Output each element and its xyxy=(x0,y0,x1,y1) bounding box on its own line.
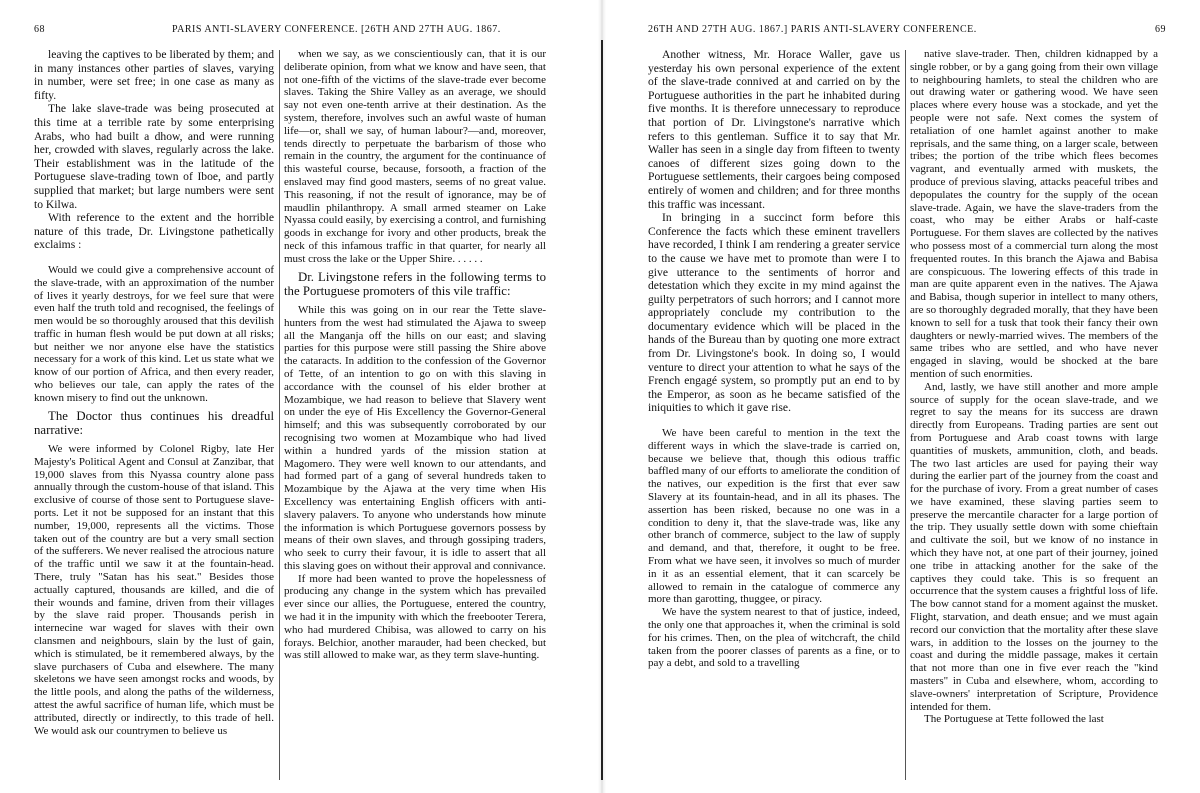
quote-paragraph: Would we could give a comprehensive account of the slave-trade, with an approximation of the number of lives it yearly destroys, for we feel sure that were even half the truth told and recognised, the feelings of men would be so thoroughly aroused that this devilish traffic in human flesh would be put down at all risks; but neither we nor anyone else have the statistics necessary for a work of this kind. Let us state what we know of our portion of Africa, and then every reader, who believes our tale, can apply the rates of the known misery to find out the unknown. xyxy=(34,263,274,404)
left-column-1 xyxy=(34,48,274,737)
paragraph: The lake slave-trade was being prosecuted at this time at a terrible rate by some enterprising Arabs, who had built a dhow, and were running her, crowded with slaves, regularly across the lake. Their establishment was in the latitude of the Portuguese slave-trading town of Iboe, and partly supplied that market; but large numbers were sent to Kilwa. xyxy=(34,102,274,211)
left-column-2 xyxy=(284,48,546,662)
right-column-1 xyxy=(648,48,900,670)
right-column-2 xyxy=(910,48,1158,726)
page-number: 68 xyxy=(34,24,45,35)
quote-paragraph: We have the system nearest to that of justice, indeed, the only one that approaches it, when the criminal is sold for his crimes. Then, on the plea of witchcraft, the child taken from the poorer classes of parents as a fine, or to pay a debt, and sold to a travelling xyxy=(648,606,900,670)
column-divider xyxy=(905,50,906,780)
paragraph: Another witness, Mr. Horace Waller, gave us yesterday his own personal experience of the extent of the slave-trade connived at and carried on by the Portuguese authorities in the part he inhabited during five months. It is therefore unnecessary to reproduce that portion of Dr. Livingstone's narrative which refers to this gentleman. Suffice it to say that Mr. Waller has seen in a single day from fifteen to twenty canoes of different sizes going down to the Portuguese settlements, their cargoes being composed entirely of women and children; and for three months this traffic was incessant. xyxy=(648,48,900,211)
paragraph: The Doctor thus continues his dreadful narrative: xyxy=(34,408,274,437)
column-divider xyxy=(279,50,280,780)
spine-crease xyxy=(601,40,603,780)
paragraph: Dr. Livingstone refers in the following terms to the Portuguese promoters of this vile traffic: xyxy=(284,269,546,298)
quote-paragraph: While this was going on in our rear the Tette slave-hunters from the west had stimulated the Ajawa to sweep all the Manganja off the hills on our east; and slaving parties for this purpose were still passing the Shire above the cataracts. In addition to the confession of the Governor of Tette, of an intention to go on with this slaving in accordance with the counsel of his elder brother at Mozambique, we had reason to believe that Slavery went on under the eye of His Excellency the Governor-General himself; and this was subsequently corroborated by our recognising two women at Mozambique who had lived within a hundred yards of the mission station at Magomero. They were well known to our attendants, and had formed part of a gang of several hundreds taken to Mozambique by the Ajawa at the very time when His Excellency was entertaining English officers with anti-slavery palavers. To anyone who understands how minute the information is which Portuguese governors possess by means of their own slaves, and through gossiping traders, who seek to curry their favour, it is idle to assert that all this slaving goes on without their approval and connivance. xyxy=(284,303,546,572)
running-head: PARIS ANTI-SLAVERY CONFERENCE. [26TH AND 27TH AUG. 1867. xyxy=(172,24,501,35)
left-page xyxy=(0,0,598,793)
paragraph: With reference to the extent and the horrible nature of this trade, Dr. Livingstone pathetically exclaims : xyxy=(34,211,274,252)
quote-paragraph: If more had been wanted to prove the hopelessness of producing any change in the system which has prevailed ever since our allies, the Portuguese, entered the country, we had it in the impunity with which the freebooter Terera, who had murdered Chibisa, was allowed to carry on his forays. Belchior, another marauder, had been checked, but was still allowed to make war, as they term slave-hunting. xyxy=(284,572,546,662)
quote-paragraph: We were informed by Colonel Rigby, late Her Majesty's Political Agent and Consul at Zanzibar, that 19,000 slaves from this Nyassa country alone pass annually through the custom-house of that island. This exclusive of course of those sent to Portuguese slave-ports. Let it not be supposed for an instant that this number, 19,000, represents all the victims. Those taken out of the country are but a very small section of the sufferers. We never realised the atrocious nature of the traffic until we saw it at the fountain-head. There, truly "Satan has his seat." Besides those actually captured, thousands are killed, and die of their wounds and famine, driven from their villages by the slave raid proper. Thousands perish in internecine war waged for slaves with their own clansmen and neighbours, slain by the lust of gain, which is stimulated, be it remembered always, by the slave purchasers of Cuba and elsewhere. The many skeletons we have seen amongst rocks and woods, by the little pools, and along the paths of the wilderness, attest the awful sacrifice of human life, which must be attributed, directly or indirectly, to this trade of hell. We would ask our countrymen to believe us xyxy=(34,443,274,737)
paragraph: leaving the captives to be liberated by them; and in many instances other parties of slaves, varying in number, were set free; in one case as many as fifty. xyxy=(34,48,274,102)
paragraph: In bringing in a succinct form before this Conference the facts which these eminent travellers have recorded, I think I am rendering a greater service to the cause we have met to promote than were I to give utterance to the sentiments of horror and detestation which they excite in my mind against the guilty perpetrators of such horrors; and I cannot more appropriately conclude my contribution to the documentary evidence which will be placed in the hands of the Bureau than by quoting one more extract from Dr. Livingstone's book. In doing so, I would venture to direct your attention to what he says of the French engagé system, so promptly put an end to by the Emperor, as soon as he became satisfied of the iniquities to which it gave rise. xyxy=(648,211,900,415)
book-gutter xyxy=(598,0,606,793)
quote-paragraph: We have been careful to mention in the text the different ways in which the slave-trade is carried on, because we believe that, though this odious traffic baffled many of our efforts to ameliorate the condition of the natives, our expedition is the first that ever saw Slavery at its fountain-head, and in all its phases. The assertion has been risked, because no one was in a condition to deny it, that the slave-trade was, like any other branch of commerce, subject to the law of supply and demand, and that, therefore, it ought to be free. From what we have seen, it involves so much of murder in it as an essential element, that it can scarcely be allowed to remain in the catalogue of commerce any more than garotting, thuggee, or piracy. xyxy=(648,427,900,606)
page-number: 69 xyxy=(1155,24,1166,35)
paragraph: The Portuguese at Tette followed the last xyxy=(924,713,1104,726)
running-head: 26TH AND 27TH AUG. 1867.] PARIS ANTI-SLAVERY CONFERENCE. xyxy=(648,24,977,35)
right-page xyxy=(606,0,1200,793)
quote-paragraph: when we say, as we conscientiously can, that it is our deliberate opinion, from what we know and have seen, that not one-fifth of the victims of the slave-trade ever become slaves. Taking the Shire Valley as an average, we should say not even one-tenth arrive at their destination. As the system, therefore, involves such an awful waste of human life—or, shall we say, of human labour?—and, moreover, tends directly to perpetuate the barbarism of those who remain in the country, the argument for the continuance of this wasteful course, because, forsooth, a fraction of the enslaved may find good masters, seems of no great value. This reasoning, if not the result of ignorance, may be of maudlin philanthropy. A small armed steamer on Lake Nyassa could easily, by exercising a control, and furnishing goods in exchange for ivory and other products, break the neck of this infamous traffic in that quarter, for nearly all must cross the lake or the Upper Shire. . . . . . xyxy=(284,48,546,265)
quote-paragraph: native slave-trader. Then, children kidnapped by a single robber, or by a gang going from their own village to neighbouring hamlets, to steal the children who are out drawing water or gathering wood. We have seen places where every house was a stockade, and yet the people were not safe. Next comes the system of retaliation of one hamlet against another to make reprisals, and the same thing, on a larger scale, between tribes; the portion of the tribe which flees becomes vagrant, and eventually armed with muskets, the produce of previous slaving, attacks peaceful tribes and depopulates the country for the supply of the ocean slave-trade. Again, we have the slave-traders from the coast, who may be either Arabs or half-caste Portuguese. For them slaves are collected by the natives who possess most of a commercial turn along the most frequented routes. In this branch the Ajawa and Babisa are conspicuous. The lowering effects of this trade in man are quite apparent even in the natives. The Ajawa and Babisa, though superior in intellect to many others, are so thoroughly degraded morally, that they have been known to sell for a tusk that took their fancy their own daughters or newly-married wives. The members of the same tribes who are settled, and who have never engaged in slaving, would be shocked at the bare mention of such enormities. xyxy=(910,48,1158,380)
quote-paragraph: And, lastly, we have still another and more ample source of supply for the ocean slave-trade, and we regret to say the means for its success are drawn directly from Europeans. Trading parties are sent out from Portuguese and Arab coast towns with large quantities of muskets, ammunition, cloth, and beads. The two last articles are used for paying their way during the earlier part of the journey from the coast and for the purchase of ivory. From a great number of cases we have examined, these slaving parties seem to preserve the mercantile character for a large portion of the trip. They usually settle down with some chieftain and cultivate the soil, but we know of no instance in which they have not, at one part of their journey, joined one tribe in attacking another for the sake of the captives they could take. This is so frequent an occurrence that the system causes a frightful loss of life. The bow cannot stand for a moment against the musket. Flight, starvation, and death ensue; and we must again record our conviction that the mortality after these slave wars, in addition to the losses on the journey to the coast and during the middle passage, makes it certain that not more than one in five ever reach the "kind masters" in Cuba and elsewhere, whom, according to slave-owners' interpretation of Scripture, Providence intended for them. xyxy=(910,380,1158,713)
